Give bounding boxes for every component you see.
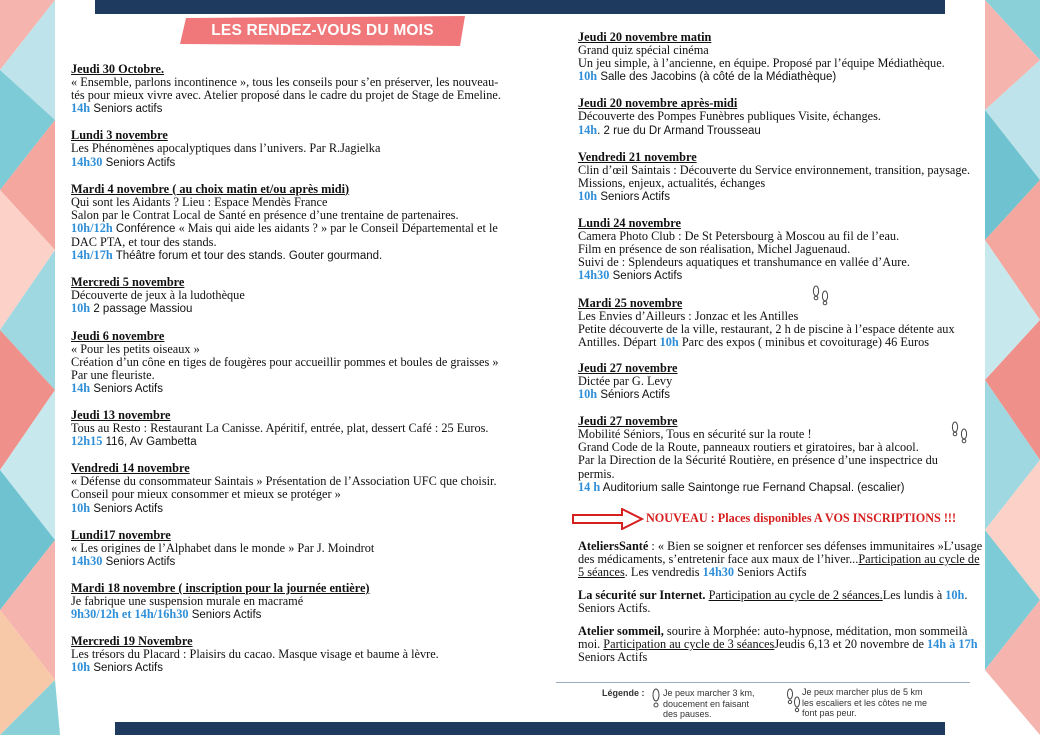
event-text: sourire à Morphée: auto-hypnose, méditation, mon sommeil: [663, 624, 962, 639]
event-line: [71, 661, 511, 675]
event-date: Mardi 18 novembre ( inscription pour la journée entière): [71, 580, 370, 595]
event-text: Participation au cycle de 2 séances.: [708, 588, 883, 602]
event-text: tés pour mieux vivre avec. Atelier proposé dans le cadre du projet de Stage de Emeline.: [71, 88, 501, 103]
event-text: Les trésors du Placard : Plaisirs du cacao. Masque visage et baume à lèvre.: [71, 647, 439, 662]
event-line: [71, 555, 511, 569]
event-time: 14h/17h: [71, 248, 113, 263]
event-time: 10h: [578, 387, 598, 402]
event-line: [71, 142, 511, 155]
footprints-icon: [786, 688, 802, 718]
event-text: Petite découverte de la ville, restaurant, 2 h de piscine à l’espace détente aux: [578, 321, 955, 336]
event-line: [71, 156, 511, 170]
event-line: [578, 190, 983, 204]
event-item: [71, 330, 511, 396]
event-line: [71, 382, 511, 396]
event-text: « Défense du consommateur Saintais » Présentation de l’Association UFC que choisir.: [71, 474, 497, 489]
event-date: Mercredi 5 novembre: [71, 275, 185, 290]
event-item: [71, 582, 511, 622]
event-text: . Les vendredis: [624, 564, 703, 579]
event-text: Séniors Actifs: [597, 389, 671, 402]
event-date: Jeudi 30 Octobre.: [71, 62, 165, 76]
legend-item-hard: Je peux marcher plus de 5 km les escaliers et les côtes ne me font pas peur.: [802, 687, 928, 718]
event-text: permis.: [578, 466, 615, 481]
event-item: [71, 276, 511, 316]
event-time: 10h: [578, 69, 598, 84]
event-text: à moi.: [578, 624, 968, 652]
event-text: Un jeu simple, à l’ancienne, en équipe. Proposé par l’équipe Médiathèque.: [578, 56, 945, 71]
event-time: 14h: [71, 101, 91, 116]
event-text: Les lundis à: [882, 588, 946, 602]
event-text: « Les origines de l’Alphabet dans le monde » Par J. Moindrot: [71, 540, 375, 555]
event-line: [578, 336, 983, 349]
event-text: « Mais qui aide les aidants ? » par le Conseil Départemental et le: [178, 220, 498, 235]
event-text: Jeudis 6,13 et 20 novembre de: [774, 637, 927, 652]
event-date: Jeudi 27 novembre: [578, 414, 678, 429]
event-text: Clin d’œil Saintais : Découverte du Service environnement, transition, paysage.: [578, 162, 971, 177]
event-text: « Pour les petits oiseaux »: [71, 341, 200, 356]
event-text: Salon par le Contrat Local de Santé en présence d’une trentaine de partenaires.: [71, 207, 459, 222]
atelier-item: [578, 589, 983, 615]
event-text: Dictée par G. Levy: [578, 373, 673, 388]
event-line: [71, 488, 511, 501]
event-text: Antilles. Départ: [578, 334, 660, 349]
event-text: Seniors Actifs: [90, 502, 164, 515]
event-text: Missions, enjeux, actualités, échanges: [578, 175, 766, 190]
event-line: [578, 177, 983, 190]
event-item: [71, 129, 511, 169]
event-date: Lundi 3 novembre: [71, 128, 168, 143]
event-line: [578, 468, 983, 481]
event-item: [71, 635, 511, 675]
event-text: La sécurité sur Internet.: [578, 588, 706, 602]
event-line: [71, 89, 511, 102]
right-decorative-pattern: [980, 0, 1040, 735]
event-text: « Ensemble, parlons incontinence », tous les conseils pour s’en préserver, les nouveau-: [71, 75, 499, 90]
event-text: Seniors Actifs: [578, 650, 648, 665]
event-text: Auditorium salle Saintonge rue Fernand Chapsal. (escalier): [600, 481, 905, 494]
event-item: [578, 415, 983, 495]
event-line: [578, 124, 983, 138]
event-date: Vendredi 21 novembre: [578, 149, 697, 164]
legend: [556, 682, 970, 723]
event-time: 14h: [578, 122, 598, 137]
event-line: [71, 236, 511, 249]
event-item: [578, 151, 983, 204]
event-text: Suivi de : Splendeurs aquatiques et transhumance en vallée d’Aure.: [578, 255, 910, 270]
event-text: Seniors actifs: [90, 103, 163, 116]
event-text: Atelier sommeil,: [578, 624, 664, 639]
nouveau-banner: [572, 508, 983, 530]
event-text: Qui sont les Aidants ? Lieu : Espace Mendès France: [71, 194, 328, 209]
event-text: Film en présence de son réalisation, Michel Jaguenaud.: [578, 242, 851, 257]
right-events-list: [578, 31, 983, 495]
event-item: [71, 529, 511, 569]
event-item: [578, 297, 983, 349]
event-time: 10h: [578, 188, 598, 203]
red-arrow-icon: [572, 508, 644, 530]
event-time: 14 h: [578, 479, 601, 494]
event-line: [578, 57, 983, 70]
event-line: [578, 70, 983, 84]
event-line: [71, 502, 511, 516]
event-text: Les Phénomènes apocalyptiques dans l’univers. Par R.Jagielka: [71, 141, 381, 156]
event-time: 10h: [71, 660, 91, 675]
event-time: 10h: [71, 301, 91, 316]
event-text: Grand Code de la Route, panneaux routiers et giratoires, bar à alcool.: [578, 440, 919, 455]
event-line: [578, 388, 983, 402]
event-item: [578, 217, 983, 283]
event-time: 14h à 17h: [927, 637, 978, 652]
event-time: 14h30: [702, 564, 735, 579]
event-text: Conférence: [112, 222, 179, 235]
event-text: Les Envies d’Ailleurs : Jonzac et les Antilles: [578, 308, 799, 323]
event-date: Lundi 24 novembre: [578, 216, 681, 231]
event-date: Jeudi 13 novembre: [71, 407, 171, 422]
event-item: [578, 31, 983, 84]
event-text: Seniors Actifs: [609, 270, 683, 283]
event-line: [578, 269, 983, 283]
top-navy-bar: [95, 0, 945, 14]
event-time: 10h: [659, 334, 679, 349]
event-line: [71, 302, 511, 316]
event-time: 14h30: [71, 553, 103, 568]
event-time: 14h30: [578, 268, 610, 283]
footprints-icon: [811, 285, 831, 307]
event-time: 9h30/12h et 14h/16h30: [71, 607, 189, 622]
event-line: [71, 249, 511, 263]
event-line: [578, 481, 983, 495]
event-text: Découverte de jeux à la ludothèque: [71, 288, 245, 303]
footprints-icon: [950, 421, 970, 445]
footprints-icon: [650, 688, 662, 714]
event-line: [578, 539, 944, 553]
event-date: Jeudi 20 novembre après-midi: [578, 96, 738, 111]
event-text: L’usage des médicaments, s’entretenir face aux maux de l’hiver...: [578, 538, 983, 566]
event-text: Je fabrique une suspension murale en macramé: [71, 594, 304, 608]
event-item: [71, 462, 511, 515]
event-line: [578, 624, 962, 638]
event-text: Camera Photo Club : De St Petersbourg à Moscou au fil de l’eau.: [578, 229, 900, 244]
legend-item-easy: Je peux marcher 3 km, doucement en faisant des pauses.: [663, 688, 755, 719]
event-line: [71, 542, 511, 555]
event-line: [578, 110, 983, 123]
event-line: [578, 588, 883, 602]
event-text: . Seniors Actifs.: [578, 588, 968, 616]
event-item: [71, 409, 511, 449]
atelier-item: [578, 540, 983, 579]
event-text: Conseil pour mieux consommer et mieux se protéger »: [71, 487, 341, 502]
event-date: Mardi 25 novembre: [578, 295, 683, 310]
event-time: 10h: [71, 500, 91, 515]
event-time: 14h30: [71, 154, 103, 169]
event-text: Création d’un cône en tiges de fougères pour accueillir pommes et boules de graisses »: [71, 354, 499, 369]
right-events-column: [578, 31, 983, 674]
ateliers-list: [578, 540, 983, 665]
event-text: Grand quiz spécial cinéma: [578, 43, 709, 58]
event-item: [71, 63, 511, 116]
event-text: Seniors Actifs: [188, 609, 262, 622]
event-line: [71, 102, 511, 116]
event-text: 116, Av Gambetta: [102, 436, 197, 449]
event-date: Lundi17 novembre: [71, 527, 171, 542]
page-title: LES RENDEZ-VOUS DU MOIS: [211, 22, 434, 39]
event-text: . 2 rue du Dr Armand Trousseau: [597, 124, 761, 137]
event-text: Salle des Jacobins (à côté de la Médiathèque): [597, 71, 837, 84]
event-text: DAC PTA, et tour des stands.: [71, 235, 217, 250]
event-text: Seniors Actifs: [734, 564, 807, 579]
event-text: Découverte des Pompes Funèbres publiques Visite, échanges.: [578, 109, 881, 124]
event-line: [71, 422, 511, 435]
page-title-banner: [180, 16, 465, 46]
event-text: Seniors Actifs: [597, 190, 671, 203]
event-text: Seniors Actifs: [90, 382, 164, 395]
event-text: Seniors Actifs: [90, 662, 164, 675]
event-date: Mardi 4 novembre ( au choix matin et/ou après midi): [71, 181, 350, 196]
bottom-navy-bar: [115, 722, 945, 735]
event-text: Participation au cycle de 3 séances: [603, 637, 775, 652]
event-text: : « Bien se soigner et renforcer ses défenses immunitaires »: [648, 538, 944, 553]
event-date: Mercredi 19 Novembre: [71, 634, 193, 649]
event-text: Parc des expos ( minibus et covoiturage) 46 Euros: [678, 334, 930, 349]
event-line: [578, 375, 983, 388]
event-date: Jeudi 20 novembre matin: [578, 30, 712, 44]
event-line: [71, 222, 511, 236]
atelier-item: [578, 625, 983, 664]
event-text: Par la Direction de la Sécurité Routière, en présence d’une inspectrice du: [578, 453, 938, 468]
event-text: Mobilité Séniors, Tous en sécurité sur la route !: [578, 427, 812, 442]
event-text: Théâtre forum et tour des stands. Gouter gourmand.: [112, 250, 383, 263]
event-time: 10h/12h: [71, 220, 113, 235]
event-line: [71, 289, 511, 302]
event-line: [71, 369, 511, 382]
nouveau-text: NOUVEAU : Places disponibles A VOS INSCRIPTIONS !!!: [646, 510, 957, 525]
event-text: 2 passage Massiou: [90, 303, 193, 316]
left-decorative-pattern: [0, 0, 60, 735]
event-text: Participation au cycle de 5 séances: [578, 551, 980, 579]
event-date: Jeudi 27 novembre: [578, 360, 678, 375]
event-line: [578, 454, 983, 467]
event-line: [71, 608, 511, 622]
left-events-column: [71, 63, 511, 688]
event-date: Vendredi 14 novembre: [71, 461, 190, 476]
event-time: 12h15: [71, 434, 103, 449]
event-time: 10h: [945, 588, 965, 602]
event-text: Seniors Actifs: [102, 156, 176, 169]
event-date: Jeudi 6 novembre: [71, 328, 165, 343]
event-time: 14h: [71, 380, 91, 395]
event-text: Par une fleuriste.: [71, 367, 155, 382]
event-item: [578, 362, 983, 402]
event-line: [71, 435, 511, 449]
event-line: [71, 648, 511, 661]
event-text: Seniors Actifs: [102, 555, 176, 568]
event-item: [71, 183, 511, 264]
event-text: Tous au Resto : Restaurant La Canisse. Apéritif, entrée, plat, dessert Café : 25 Euros.: [71, 421, 489, 436]
event-text: AteliersSanté: [578, 538, 649, 553]
event-line: [578, 256, 983, 269]
event-item: [578, 97, 983, 137]
legend-label: Légende :: [602, 688, 645, 698]
